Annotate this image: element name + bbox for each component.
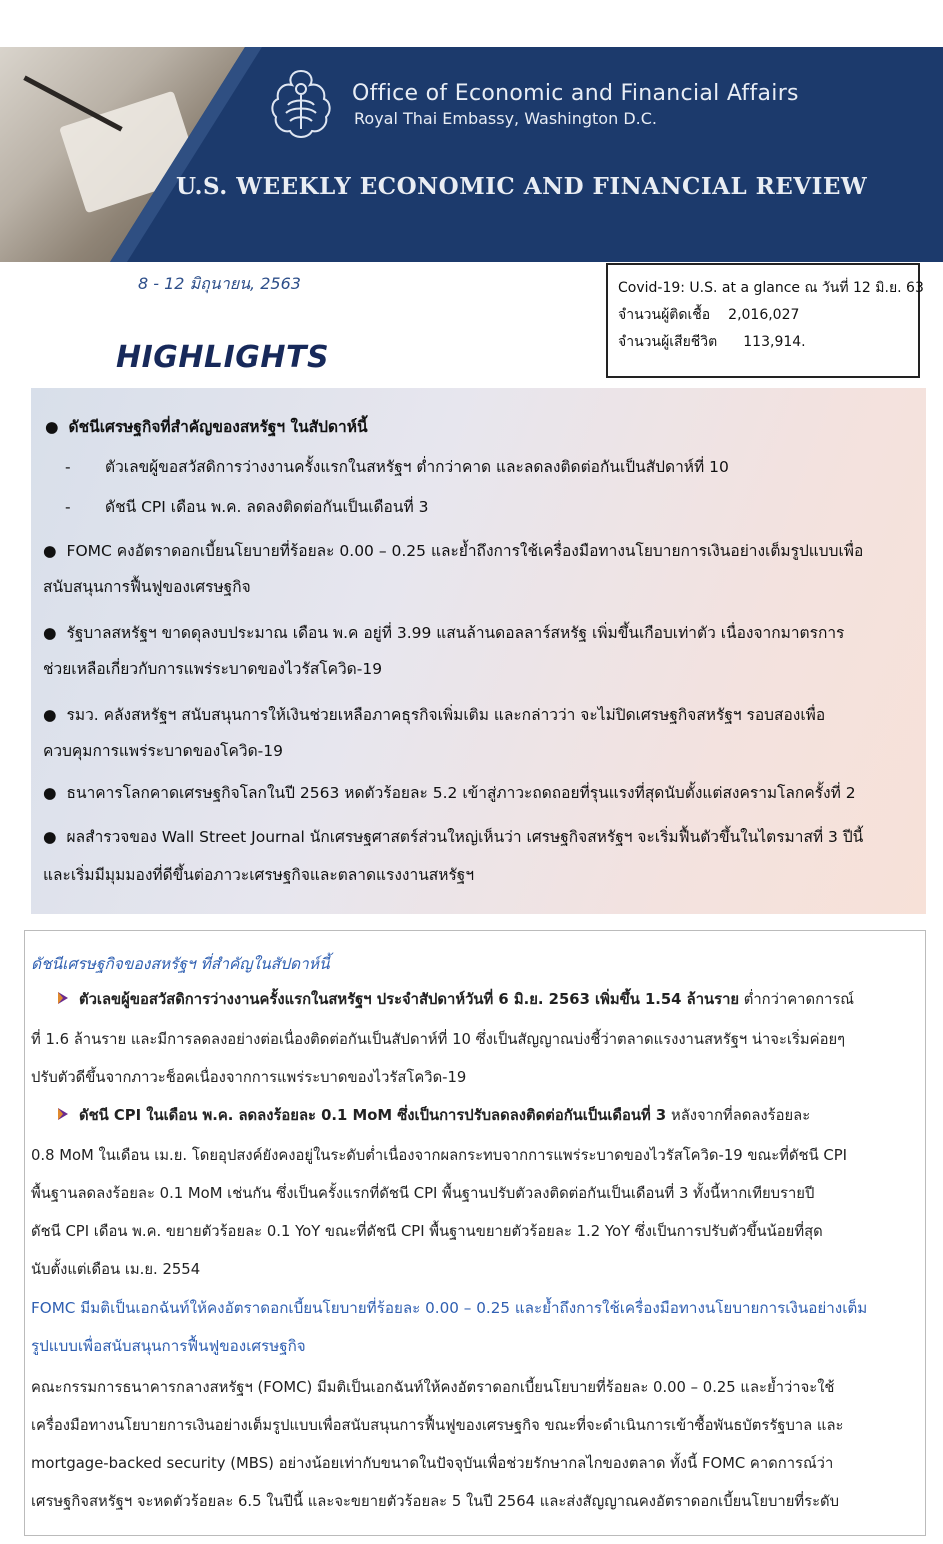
- covid-summary-box: [606, 263, 924, 378]
- covid-cases-label: จำนวนผู้ติดเชื้อ: [618, 307, 711, 323]
- paragraph-line: เศรษฐกิจสหรัฐฯ จะหดตัวร้อยละ 6.5 ในปีนี้ และจะขยายตัวร้อยละ 5 ในปี 2564 และส่งสัญญาณคงอัตราดอกเบี้ยนโยบายที่ระดับ: [31, 1493, 840, 1510]
- paragraph-claims: ตัวเลขผู้ขอสวัสดิการว่างงานครั้งแรกในสหรัฐฯ ประจำสัปดาห์วันที่ 6 มิ.ย. 2563 เพิ่มขึ้น 1.54 ล้านราย ต่ำกว่าคาดการณ์: [55, 987, 854, 1013]
- paragraph-line: 0.8 MoM ในเดือน เม.ย. โดยอุปสงค์ยังคงอยู่ในระดับต่ำเนื่องจากผลกระทบจากการแพร่ระบาดของไวรัสโควิด-19 ขณะที่ดัชนี CPI: [31, 1147, 848, 1164]
- header-banner: [0, 47, 943, 262]
- embassy-name: Royal Thai Embassy, Washington D.C.: [354, 109, 657, 128]
- paragraph-line: ปรับตัวดีขึ้นจากภาวะช็อคเนื่องจากการแพร่ระบาดของไวรัสโควิด-19: [31, 1069, 467, 1086]
- publication-title: U.S. WEEKLY ECONOMIC AND FINANCIAL REVIEW: [176, 173, 868, 200]
- arrow-bullet-icon: [55, 1107, 69, 1121]
- highlight-item: ● ดัชนีเศรษฐกิจที่สำคัญของสหรัฐฯ ในสัปดาห์นี้: [45, 418, 368, 436]
- covid-cases-value: 2,016,027: [728, 307, 800, 323]
- covid-deaths-value: 113,914.: [743, 334, 806, 350]
- highlight-item: ● FOMC คงอัตราดอกเบี้ยนโยบายที่ร้อยละ 0.00 – 0.25 และย้ำถึงการใช้เครื่องมือทางนโยบายการเงินอย่างเต็มรูปแบบเพื่อ: [43, 542, 864, 560]
- arrow-bullet-icon: [55, 991, 69, 1005]
- highlight-subitem: - ดัชนี CPI เดือน พ.ค. ลดลงติดต่อกันเป็นเดือนที่ 3: [65, 488, 428, 526]
- covid-cases-row: [618, 302, 918, 329]
- covid-deaths-row: [618, 329, 918, 356]
- dash-icon: -: [65, 458, 71, 476]
- paragraph-line: ที่ 1.6 ล้านราย และมีการลดลงอย่างต่อเนื่องติดต่อกันเป็นสัปดาห์ที่ 10 ซึ่งเป็นสัญญาณบ่งชี้ว่าตลาดแรงงานสหรัฐฯ น่าจะเริ่มค่อยๆ: [31, 1031, 846, 1048]
- highlights-title: HIGHLIGHTS: [116, 340, 330, 375]
- bullet-icon: ●: [45, 418, 59, 436]
- covid-title: Covid-19: U.S. at a glance ณ วันที่ 12 มิ.ย. 63: [618, 280, 924, 296]
- office-name: Office of Economic and Financial Affairs: [352, 81, 799, 106]
- covid-deaths-label: จำนวนผู้เสียชีวิต: [618, 334, 718, 350]
- paragraph-line: ดัชนี CPI เดือน พ.ค. ขยายตัวร้อยละ 0.1 YoY ขณะที่ดัชนี CPI พื้นฐานขยายตัวร้อยละ 1.2 YoY ซึ่งเป็นการปรับตัวขึ้นน้อยที่สุด: [31, 1223, 823, 1240]
- highlight-item: ● รมว. คลังสหรัฐฯ สนับสนุนการให้เงินช่วยเหลือภาคธุรกิจเพิ่มเติม และกล่าวว่า จะไม่ปิดเศรษฐกิจสหรัฐฯ รอบสองเพื่อ: [43, 706, 826, 724]
- date-range: 8 - 12 มิถุนายน, 2563: [138, 274, 301, 293]
- paragraph-line: mortgage-backed security (MBS) อย่างน้อยเท่ากับขนาดในปัจจุบันเพื่อช่วยรักษากลไกของตลาด ทั้งนี้ FOMC คาดการณ์ว่า: [31, 1455, 834, 1472]
- paragraph-cpi: ดัชนี CPI ในเดือน พ.ค. ลดลงร้อยละ 0.1 MoM ซึ่งเป็นการปรับลดลงติดต่อกันเป็นเดือนที่ 3 หลังจากที่ลดลงร้อยละ: [55, 1103, 810, 1129]
- dash-icon: -: [65, 498, 71, 516]
- highlight-item-continued: ช่วยเหลือเกี่ยวกับการแพร่ระบาดของไวรัสโควิด-19: [43, 660, 383, 678]
- highlights-panel: [31, 388, 926, 914]
- bullet-icon: ●: [43, 706, 57, 724]
- highlight-item: ● ผลสำรวจของ Wall Street Journal นักเศรษฐศาสตร์ส่วนใหญ่เห็นว่า เศรษฐกิจสหรัฐฯ จะเริ่มฟื้นตัวขึ้นในไตรมาสที่ 3 ปีนี้: [43, 828, 864, 846]
- paragraph-line: คณะกรรมการธนาคารกลางสหรัฐฯ (FOMC) มีมติเป็นเอกฉันท์ให้คงอัตราดอกเบี้ยนโยบายที่ร้อยละ 0.00 – 0.25 และย้ำว่าจะใช้: [31, 1379, 835, 1396]
- highlight-item-continued: สนับสนุนการฟื้นฟูของเศรษฐกิจ: [43, 578, 251, 596]
- highlight-item-continued: และเริ่มมีมุมมองที่ดีขึ้นต่อภาวะเศรษฐกิจและตลาดแรงงานสหรัฐฯ: [43, 866, 475, 884]
- paragraph-line: นับตั้งแต่เดือน เม.ย. 2554: [31, 1261, 201, 1278]
- bullet-icon: ●: [43, 624, 57, 642]
- fomc-heading-continued: รูปแบบเพื่อสนับสนุนการฟื้นฟูของเศรษฐกิจ: [31, 1337, 306, 1355]
- highlight-subitem: - ตัวเลขผู้ขอสวัสดิการว่างงานครั้งแรกในสหรัฐฯ ต่ำกว่าคาด และลดลงติดต่อกันเป็นสัปดาห์ที่ 10: [65, 448, 729, 486]
- paragraph-line: เครื่องมือทางนโยบายการเงินอย่างเต็มรูปแบบเพื่อสนับสนุนการฟื้นฟูของเศรษฐกิจ ขณะที่จะดำเนินการเข้าซื้อพันธบัตรรัฐบาล และ: [31, 1417, 844, 1434]
- bullet-icon: ●: [43, 828, 57, 846]
- section-title: ดัชนีเศรษฐกิจของสหรัฐฯ ที่สำคัญในสัปดาห์นี้: [31, 955, 330, 973]
- garuda-emblem-icon: [262, 65, 340, 145]
- office-desk-photo: [0, 47, 260, 262]
- highlight-item-continued: ควบคุมการแพร่ระบาดของโควิด-19: [43, 742, 283, 760]
- paragraph-line: พื้นฐานลดลงร้อยละ 0.1 MoM เช่นกัน ซึ่งเป็นครั้งแรกที่ดัชนี CPI พื้นฐานปรับตัวลงติดต่อกันเป็นเดือนที่ 3 ทั้งนี้หากเทียบรายปี: [31, 1185, 815, 1202]
- bullet-icon: ●: [43, 784, 57, 802]
- highlight-item: ● ธนาคารโลกคาดเศรษฐกิจโลกในปี 2563 หดตัวร้อยละ 5.2 เข้าสู่ภาวะถดถอยที่รุนแรงที่สุดนับตั้งแต่สงครามโลกครั้งที่ 2: [43, 784, 856, 802]
- bullet-icon: ●: [43, 542, 57, 560]
- fomc-heading: FOMC มีมติเป็นเอกฉันท์ให้คงอัตราดอกเบี้ยนโยบายที่ร้อยละ 0.00 – 0.25 และย้ำถึงการใช้เครื่องมือทางนโยบายการเงินอย่างเต็ม: [31, 1299, 868, 1317]
- detail-section: [24, 930, 926, 1536]
- highlight-item: ● รัฐบาลสหรัฐฯ ขาดดุลงบประมาณ เดือน พ.ค อยู่ที่ 3.99 แสนล้านดอลลาร์สหรัฐ เพิ่มขึ้นเกือบเท่าตัว เนื่องจากมาตรการ: [43, 624, 845, 642]
